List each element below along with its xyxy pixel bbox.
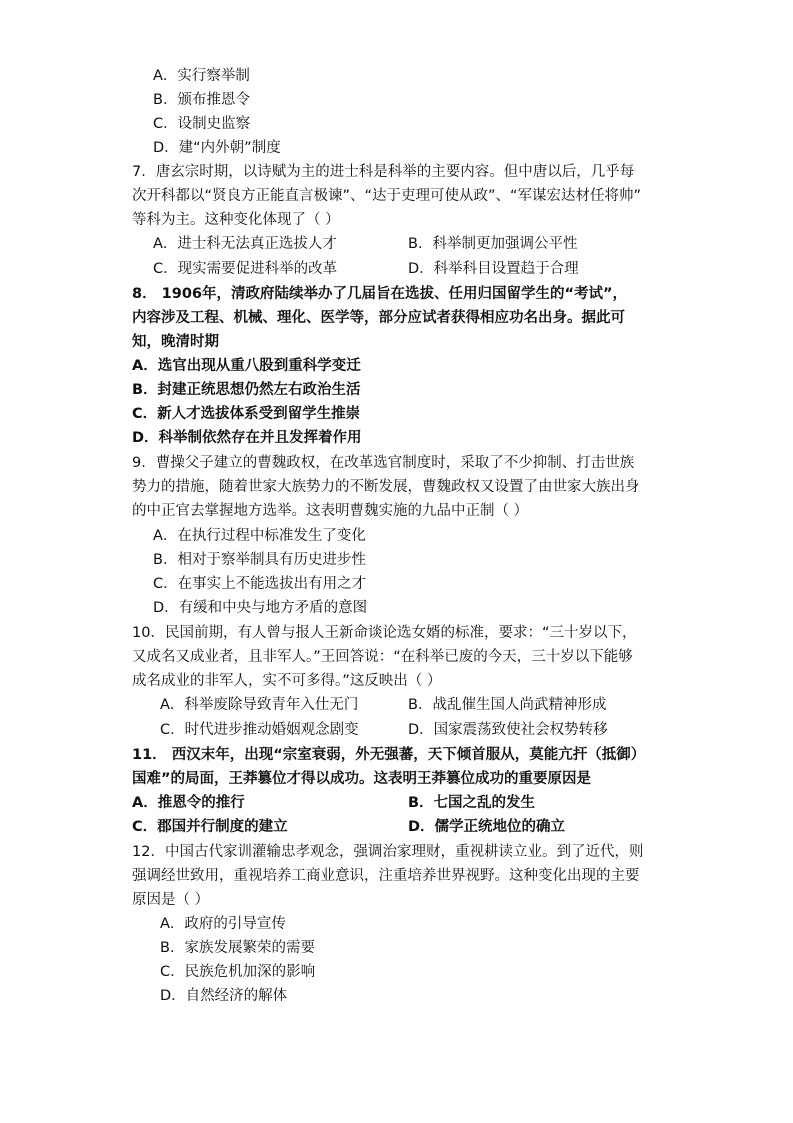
q8-stem-line-3: 知，晚清时期 xyxy=(132,334,219,350)
q12-stem-line-1: 12．中国古代家训灌输忠孝观念，强调治家理财，重视耕读立业。到了近代，则 xyxy=(132,844,644,860)
q11-option-d: D．儒学正统地位的确立 xyxy=(408,819,566,835)
q12-option-c: C．民族危机加深的影响 xyxy=(160,964,316,980)
q9-option-c: C．在事实上不能选拔出有用之才 xyxy=(153,576,367,592)
q9-option-a: A．在执行过程中标准发生了变化 xyxy=(153,528,366,544)
q11-option-b: B．七国之乱的发生 xyxy=(408,795,536,811)
q6-option-a: A．实行察举制 xyxy=(153,68,250,84)
q6-option-c: C．设制史监察 xyxy=(153,116,251,132)
q6-option-b: B．颁布推恩令 xyxy=(153,92,250,108)
q12-option-b: B．家族发展繁荣的需要 xyxy=(160,940,315,956)
q8-option-b: B．封建正统思想仍然左右政治生活 xyxy=(132,382,361,398)
q10-option-d: D．国家震荡致使社会权势转移 xyxy=(408,722,608,738)
q8-option-c: C．新人才选拔体系受到留学生推崇 xyxy=(132,406,361,422)
q10-stem-line-3: 成名成业的非军人，实不可多得。”这反映出（ ） xyxy=(132,673,442,689)
q10-option-c: C．时代进步推动婚姻观念剧变 xyxy=(160,722,359,738)
q9-stem-line-3: 的中正官去掌握地方选举。这表明曹魏实施的九品中正制（ ） xyxy=(132,503,529,519)
q11-stem-line-1: 11． 西汉末年，出现“宗室衰弱，外无强蕃，天下倾首服从，莫能亢扞（抵御） xyxy=(132,747,646,763)
q8-stem-line-2: 内容涉及工程、机械、理化、医学等，部分应试者获得相应功名出身。据此可 xyxy=(132,310,625,326)
q9-option-d: D．有缓和中央与地方矛盾的意图 xyxy=(153,600,368,616)
q7-option-b: B．科举制更加强调公平性 xyxy=(408,236,578,252)
q7-option-c: C．现实需要促进科举的改革 xyxy=(153,261,338,277)
q12-option-a: A．政府的引导宣传 xyxy=(160,916,286,932)
q12-stem-line-2: 强调经世致用，重视培养工商业意识，注重培养世界视野。这种变化出现的主要 xyxy=(132,868,640,884)
q11-stem-line-2: 国难”的局面，王莽篡位才得以成功。这表明王莽篡位成功的重要原因是 xyxy=(132,771,592,787)
q10-option-a: A．科举废除导致青年入仕无门 xyxy=(160,697,359,713)
q7-option-a: A．进士科无法真正选拔人才 xyxy=(153,236,337,252)
q8-stem-line-1: 8． 1906年，清政府陆续举办了几届旨在选拔、任用归国留学生的“考试”， xyxy=(132,286,628,302)
q7-stem-line-1: 7．唐玄宗时期，以诗赋为主的进士科是科举的主要内容。但中唐以后，几乎每 xyxy=(132,164,635,180)
q10-option-b: B．战乱催生国人尚武精神形成 xyxy=(408,697,607,713)
q7-option-d: D．科举科目设置趋于合理 xyxy=(408,261,579,277)
q8-option-d: D．科举制依然存在并且发挥着作用 xyxy=(132,430,362,446)
q7-stem-line-2: 次开科都以“贤良方正能直言极谏”、“达于吏理可使从政”、“军谋宏达材任将帅” xyxy=(132,188,642,204)
q10-stem-line-1: 10．民国前期，有人曾与报人王新命谈论选女婿的标准，要求：“三十岁以下， xyxy=(132,625,637,641)
q11-option-a: A．推恩令的推行 xyxy=(132,795,245,811)
q10-stem-line-2: 又成名又成业者，且非军人。”王回答说：“在科举已废的今天，三十岁以下能够 xyxy=(132,649,633,665)
q9-option-b: B．相对于察举制具有历史进步性 xyxy=(153,552,366,568)
q12-option-d: D．自然经济的解体 xyxy=(160,988,288,1004)
q6-option-d: D．建“内外朝”制度 xyxy=(153,140,281,156)
q9-stem-line-1: 9．曹操父子建立的曹魏政权，在改革选官制度时，采取了不少抑制、打击世族 xyxy=(132,455,635,471)
q8-option-a: A．选官出现从重八股到重科学变迁 xyxy=(132,358,361,374)
q9-stem-line-2: 势力的措施，随着世家大族势力的不断发展，曹魏政权又设置了由世家大族出身 xyxy=(132,479,640,495)
q7-stem-line-3: 等科为主。这种变化体现了（ ） xyxy=(132,212,340,228)
q11-option-c: C．郡国并行制度的建立 xyxy=(132,819,288,835)
q12-stem-line-3: 原因是（ ） xyxy=(132,892,210,908)
